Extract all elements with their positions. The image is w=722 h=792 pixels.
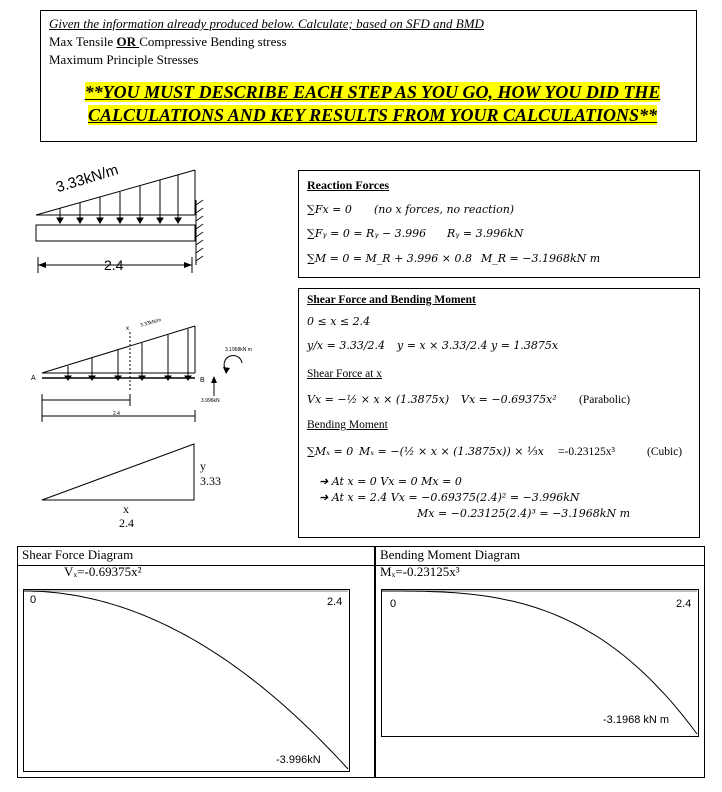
at-end-moment: Mx = −0.23125(2.4)³ = −3.1968kN m [417,507,631,520]
reaction-eq-m: ∑M = 0 = M_R + 3.996 × 0.8 [307,252,472,265]
bmd-end-label: 2.4 [676,598,692,610]
sfbm-title: Shear Force and Bending Moment [307,294,476,306]
at-end-shear: ➔ At x = 2.4 Vx = −0.69375(2.4)² = −3.996kN [319,491,580,504]
sfbm-ratio: y/x = 3.33/2.4 [307,339,386,352]
bending-result: =-0.23125x³ [558,446,615,458]
bmd-panel [375,546,705,778]
bending-eq: Mₓ = −(½ × x × (1.3875x)) × ⅓x [359,445,544,458]
sfd-zero-label: 0 [30,594,37,606]
fbd-span-label: 2.4 [113,411,120,417]
bmd-plot [381,589,699,737]
free-body-diagram [30,318,270,428]
fbd-reaction-label: 3.996kN [201,398,220,404]
highlight-warning [57,81,688,127]
sfbm-range: 0 ≤ x ≤ 2.4 [307,315,371,328]
shear-title: Shear Force at x [307,368,383,380]
shear-bending-box [298,288,700,538]
sfd-curve [24,591,348,769]
triangle-y-value: 3.33 [200,474,221,488]
task-item-bending-pre: Max Tensile [49,34,117,49]
bmd-min-label: -3.1968 kN m [603,714,670,726]
at-zero: ➔ At x = 0 Vx = 0 Mx = 0 [319,475,462,488]
similar-triangle [40,440,200,510]
task-item-bending [49,33,688,51]
bending-title: Bending Moment [307,419,388,431]
sfd-panel [17,546,375,778]
reaction-eq-fx: ∑Fx = 0 [307,203,352,216]
bmd-curve [382,591,697,734]
bmd-title: Bending Moment Diagram [380,547,521,562]
fbd-load-label: 3.33kN/m [139,317,162,329]
sfbm-y-expr: y = x × 3.33/2.4 [397,339,488,352]
sfd-formula: Vₓ=-0.69375x² [64,564,142,579]
sfd-end-label: 2.4 [327,596,343,608]
bmd-zero-label: 0 [390,598,397,610]
bmd-formula: Mₓ=-0.23125x³ [380,564,460,579]
reaction-ry: Rᵧ = 3.996kN [447,227,524,240]
highlight-line-2: CALCULATIONS AND KEY RESULTS FROM YOUR CALCULATIONS** [87,105,658,125]
reaction-mr: M_R = −3.1968kN m [481,252,601,265]
shear-eq: Vx = −½ × x × (1.3875x) [307,393,450,406]
sfd-title: Shear Force Diagram [22,547,134,562]
sfd-min-label: -3.996kN [276,754,321,766]
shear-result: Vx = −0.69375x² [461,393,557,406]
bending-eq-sum: ∑Mₓ = 0 [307,445,354,458]
task-item-bending-post: Compressive Bending stress [139,34,287,49]
reaction-eq-fx-note: (no x forces, no reaction) [374,203,515,216]
task-box [40,10,697,142]
sfd-chart [23,589,350,772]
fbd-point-b: B [200,377,205,384]
reaction-eq-fy: ∑Fᵧ = 0 = Rᵧ − 3.996 [307,227,427,240]
sfd-plot [23,589,350,772]
span-label: 2.4 [104,257,124,273]
triangle-x-label: x [123,502,129,516]
reaction-forces-box [298,170,700,278]
sfbm-y-result: y = 1.3875x [491,339,559,352]
highlight-line-1: **YOU MUST DESCRIBE EACH STEP AS YOU GO, HOW YOU DID THE [84,82,661,102]
reaction-title: Reaction Forces [307,178,390,192]
task-item-or: OR [116,34,140,49]
fbd-moment-label: 3.1968kN m [225,347,252,353]
shear-note: (Parabolic) [579,394,631,406]
bending-note: (Cubic) [647,446,683,458]
fbd-point-a: A [31,375,36,382]
task-item-principal: Maximum Principle Stresses [49,52,199,67]
bmd-chart [381,589,699,737]
triangle-x-value: 2.4 [119,516,134,530]
task-instruction: Given the information already produced below. Calculate; based on SFD and BMD [49,16,484,31]
triangle-y-label: y [200,459,206,473]
load-label: 3.33kN/m [54,161,121,197]
fbd-x-label: x [126,326,129,332]
